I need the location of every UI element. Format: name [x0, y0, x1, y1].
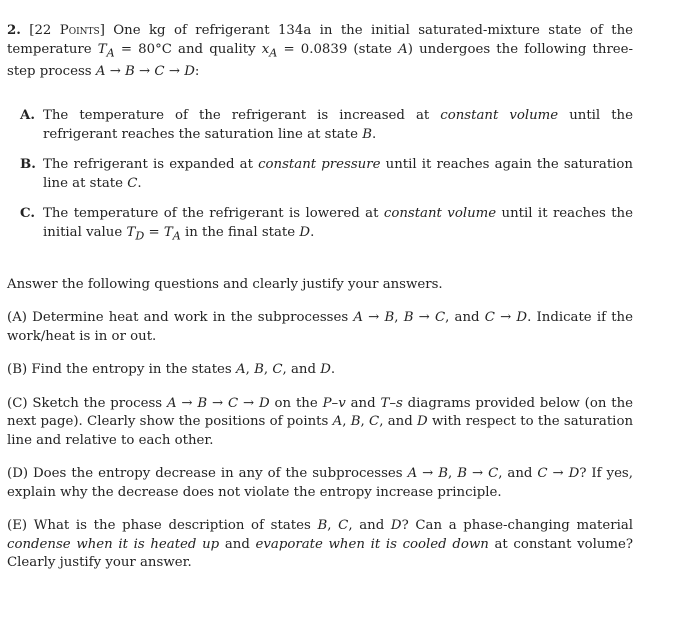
step-text: .	[310, 224, 315, 240]
math-symbol: D	[320, 362, 331, 378]
question-text: on the	[274, 395, 318, 411]
question-text: Determine heat and work in the subprocesses	[32, 310, 349, 326]
question-text: . Indicate if the work/heat is in or out.	[7, 310, 633, 344]
question-emphasis: evaporate when it is cooled down	[255, 536, 489, 552]
step-text: until the refrigerant reaches the saturation line at state	[43, 108, 633, 142]
math-symbol: D	[416, 414, 428, 430]
question-text: Sketch the process	[32, 395, 163, 411]
step-text: until it reaches the initial value	[43, 206, 633, 240]
step-letter: C.	[20, 206, 35, 222]
question-text: Find the entropy in the states	[31, 362, 232, 378]
intro-text: = 0.0839 (state	[283, 41, 392, 57]
math-process: B → C	[403, 310, 446, 326]
math-symbol: B	[350, 414, 361, 430]
question-label: (C)	[7, 395, 28, 411]
question-text: , and	[445, 310, 480, 326]
question-text: .	[330, 362, 336, 378]
math-symbol: B	[254, 362, 264, 378]
process-steps-list	[7, 107, 633, 246]
question-text: ,	[245, 362, 250, 378]
step-emphasis: constant volume	[440, 108, 559, 124]
math-symbol: C	[127, 175, 138, 191]
problem-number: 2.	[7, 23, 21, 38]
question-text: , and	[498, 466, 533, 482]
math-symbol: B	[317, 518, 328, 534]
math-subscript: A	[172, 229, 181, 243]
math-symbol: A	[332, 414, 343, 430]
math-subscript: A	[269, 46, 278, 60]
question-text: , and	[348, 518, 385, 534]
math-process: A → B	[407, 466, 449, 482]
math-process: A → B → C → D	[166, 395, 270, 411]
question-label: (D)	[7, 466, 29, 482]
question-a	[7, 309, 633, 346]
step-text: The temperature of the refrigerant is increased at	[43, 108, 430, 124]
points-label: [22 Points]	[29, 23, 105, 38]
math-symbol: T	[163, 224, 173, 240]
question-text: ,	[394, 310, 399, 326]
math-symbol: D	[299, 224, 311, 240]
math-diagram-name: P–v	[322, 395, 346, 411]
step-text: The refrigerant is expanded at	[43, 157, 253, 173]
step-letter: B.	[20, 157, 36, 173]
question-emphasis: condense when it is heated up	[7, 536, 220, 552]
math-process: A → B	[353, 310, 395, 326]
intro-text: One kg of refrigerant 134a in the initial saturated-mixture state of the temperature	[7, 23, 634, 57]
question-text: and	[224, 536, 250, 552]
math-diagram-name: T–s	[380, 395, 403, 411]
step-text: until it reaches again the saturation line at state	[43, 157, 633, 191]
math-process: C → D	[537, 466, 580, 482]
question-text: at constant volume? Clearly justify your answer.	[7, 536, 634, 571]
question-e	[7, 517, 633, 573]
question-text: ,	[342, 414, 347, 430]
question-label: (A)	[7, 310, 27, 326]
intro-text: ) undergoes the following three-step process	[7, 41, 634, 79]
question-text: , and	[379, 414, 413, 430]
question-text: diagrams provided below (on the next page). Clearly show the positions of points	[7, 395, 634, 430]
math-symbol: A	[398, 41, 408, 57]
question-text: ? Can a phase-changing material	[401, 518, 634, 534]
intro-text: :	[194, 63, 200, 79]
math-process: A → B → C → D	[95, 63, 195, 79]
math-subscript: A	[106, 46, 115, 60]
math-symbol: C	[369, 414, 380, 430]
question-b	[7, 361, 633, 380]
math-symbol: D	[390, 518, 402, 534]
question-text: ,	[327, 518, 332, 534]
math-operator: =	[148, 224, 160, 240]
math-symbol: T	[126, 224, 136, 240]
question-text: Does the entropy decrease in any of the subprocesses	[33, 466, 403, 482]
problem-statement	[7, 22, 633, 81]
question-label: (B)	[7, 362, 28, 378]
question-text: , and	[282, 362, 316, 378]
math-process: B → C	[457, 466, 499, 482]
step-emphasis: constant pressure	[258, 157, 381, 173]
problem-page	[7, 22, 633, 573]
math-subscript: D	[135, 229, 145, 243]
instructions: Answer the following questions and clearly justify your answers.	[7, 276, 443, 292]
question-text: ? If yes, explain why the decrease does not violate the entropy increase principle.	[7, 466, 633, 500]
question-text: with respect to the saturation line and relative to each other.	[7, 414, 634, 448]
process-step	[7, 156, 633, 193]
question-text: What is the phase description of states	[33, 518, 311, 534]
question-text: ,	[360, 414, 365, 430]
question-label: (E)	[7, 518, 28, 534]
step-text: .	[137, 175, 142, 191]
math-symbol: A	[235, 362, 246, 378]
intro-text: = 80°C and quality	[120, 41, 256, 57]
step-text: in the final state	[184, 224, 296, 240]
process-step	[7, 107, 633, 144]
question-c	[7, 395, 633, 451]
step-text: The temperature of the refrigerant is lowered at	[43, 206, 379, 222]
math-symbol: T	[97, 41, 107, 57]
math-symbol: C	[272, 362, 283, 378]
math-process: C → D	[484, 310, 528, 326]
step-emphasis: constant volume	[383, 206, 497, 222]
step-text: .	[371, 126, 377, 142]
process-step	[7, 205, 633, 246]
step-letter: A.	[20, 108, 35, 124]
math-symbol: B	[362, 126, 372, 142]
question-text: ,	[263, 362, 269, 378]
math-symbol: x	[261, 41, 270, 57]
question-d	[7, 465, 633, 502]
math-symbol: C	[338, 518, 349, 534]
question-text: and	[350, 395, 376, 411]
question-text: ,	[448, 466, 453, 482]
